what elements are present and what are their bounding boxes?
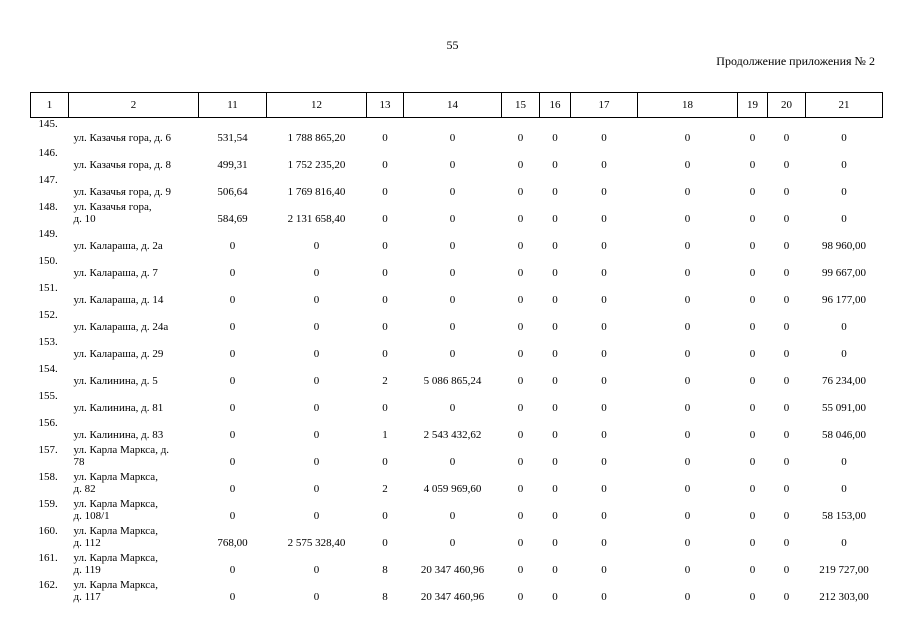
row-number: 149. [38,228,58,240]
value-cell-col-11: 584,69 [217,213,248,225]
value-cell-col-16: 0 [552,483,558,495]
value-cell-col-13: 2 [382,483,388,495]
value-cell-col-17: 0 [601,402,607,414]
row-number: 145. [38,118,58,130]
value-cell-col-15: 0 [517,375,524,387]
address-cell: ул. Калинина, д. 5 [73,375,158,387]
value-cell-col-11: 768,00 [217,537,248,549]
value-cell-col-15: 0 [517,213,524,225]
table-row [31,552,883,579]
value-cell-col-11: 0 [229,240,236,252]
address-cell: ул. Калараша, д. 14 [73,294,164,306]
value-cell-col-11: 0 [229,429,236,441]
value-cell-col-19: 0 [749,510,756,522]
value-cell-col-13: 0 [382,456,388,468]
value-cell-col-16: 0 [552,132,558,144]
value-cell-col-16: 0 [552,348,558,360]
value-cell-col-21: 96 177,00 [822,294,866,306]
column-header-12: 12 [267,93,367,118]
value-cell-col-13: 0 [382,132,388,144]
value-cell-col-17: 0 [601,321,607,333]
value-cell-col-21: 0 [841,159,847,171]
row-number: 153. [38,336,58,348]
row-number: 159. [38,498,58,510]
value-cell-col-13: 0 [382,240,388,252]
column-header-21: 21 [806,93,883,118]
value-cell-col-12: 1 769 816,40 [287,186,346,198]
address-cell: ул. Казачья гора, д. 6 [73,132,171,144]
value-cell-col-15: 0 [517,186,524,198]
header-row [31,93,883,118]
table-row [31,525,883,552]
value-cell-col-18: 0 [684,213,691,225]
value-cell-col-14: 0 [449,456,456,468]
value-cell-col-18: 0 [684,159,691,171]
value-cell-col-18: 0 [684,132,691,144]
address-cell: ул. Калинина, д. 81 [73,402,164,414]
column-header-2: 2 [69,93,199,118]
value-cell-col-12: 1 788 865,20 [287,132,346,144]
value-cell-col-19: 0 [749,402,756,414]
value-cell-col-20: 0 [783,132,790,144]
row-number: 150. [38,255,58,267]
value-cell-col-21: 99 667,00 [822,267,866,279]
value-cell-col-11: 0 [229,294,236,306]
value-cell-col-13: 0 [382,159,388,171]
column-header-15: 15 [502,93,540,118]
value-cell-col-16: 0 [552,294,558,306]
table-row [31,390,883,417]
value-cell-col-12: 0 [313,429,320,441]
value-cell-col-12: 2 575 328,40 [287,537,346,549]
value-cell-col-15: 0 [517,483,524,495]
table-row [31,201,883,228]
row-number: 146. [38,147,58,159]
value-cell-col-14: 0 [449,402,456,414]
value-cell-col-14: 0 [449,213,456,225]
value-cell-col-14: 20 347 460,96 [420,564,485,576]
value-cell-col-16: 0 [552,429,558,441]
value-cell-col-11: 0 [229,321,236,333]
value-cell-col-16: 0 [552,591,558,603]
table-row [31,174,883,201]
value-cell-col-20: 0 [783,267,790,279]
value-cell-col-17: 0 [601,591,607,603]
value-cell-col-20: 0 [783,429,790,441]
value-cell-col-19: 0 [749,267,756,279]
address-cell: ул. Калараша, д. 7 [73,267,158,279]
value-cell-col-15: 0 [517,294,524,306]
value-cell-col-17: 0 [601,294,607,306]
value-cell-col-12: 2 131 658,40 [287,213,346,225]
value-cell-col-21: 58 046,00 [822,429,866,441]
value-cell-col-14: 0 [449,348,456,360]
table-row [31,255,883,282]
table-row [31,417,883,444]
value-cell-col-18: 0 [684,294,691,306]
value-cell-col-21: 219 727,00 [819,564,869,576]
value-cell-col-15: 0 [517,267,524,279]
value-cell-col-14: 2 543 432,62 [423,429,482,441]
column-header-16: 16 [540,93,571,118]
value-cell-col-15: 0 [517,348,524,360]
value-cell-col-12: 0 [313,591,320,603]
value-cell-col-16: 0 [552,213,558,225]
value-cell-col-17: 0 [601,186,607,198]
value-cell-col-21: 0 [841,321,847,333]
table-row [31,228,883,255]
value-cell-col-11: 531,54 [217,132,248,144]
value-cell-col-13: 8 [382,564,388,576]
value-cell-col-16: 0 [552,186,558,198]
value-cell-col-18: 0 [684,429,691,441]
value-cell-col-15: 0 [517,456,524,468]
value-cell-col-15: 0 [517,240,524,252]
value-cell-col-13: 0 [382,537,388,549]
value-cell-col-11: 0 [229,456,236,468]
value-cell-col-18: 0 [684,510,691,522]
value-cell-col-11: 0 [229,348,236,360]
row-number: 158. [38,471,58,483]
value-cell-col-14: 0 [449,294,456,306]
value-cell-col-17: 0 [601,510,607,522]
value-cell-col-15: 0 [517,402,524,414]
address-cell: ул. Карла Маркса, д. 117 [73,579,158,603]
value-cell-col-20: 0 [783,564,790,576]
value-cell-col-20: 0 [783,348,790,360]
value-cell-col-21: 0 [841,348,847,360]
value-cell-col-19: 0 [749,240,756,252]
value-cell-col-21: 212 303,00 [819,591,869,603]
value-cell-col-21: 0 [841,213,847,225]
value-cell-col-19: 0 [749,186,756,198]
value-cell-col-18: 0 [684,375,691,387]
value-cell-col-16: 0 [552,564,558,576]
value-cell-col-14: 0 [449,267,456,279]
value-cell-col-21: 0 [841,186,847,198]
row-number: 156. [38,417,58,429]
value-cell-col-12: 0 [313,267,320,279]
value-cell-col-14: 0 [449,186,456,198]
value-cell-col-19: 0 [749,348,756,360]
value-cell-col-14: 0 [449,321,456,333]
address-cell: ул. Карла Маркса, д. 82 [73,471,158,495]
value-cell-col-20: 0 [783,294,790,306]
value-cell-col-14: 5 086 865,24 [423,375,482,387]
value-cell-col-13: 0 [382,213,388,225]
value-cell-col-16: 0 [552,267,558,279]
value-cell-col-21: 58 153,00 [822,510,866,522]
value-cell-col-17: 0 [601,240,607,252]
value-cell-col-21: 98 960,00 [822,240,866,252]
value-cell-col-17: 0 [601,429,607,441]
value-cell-col-17: 0 [601,537,607,549]
continuation-note: Продолжение приложения № 2 [716,54,875,68]
address-cell: ул. Калинина, д. 83 [73,429,164,441]
value-cell-col-19: 0 [749,294,756,306]
value-cell-col-11: 499,31 [217,159,248,171]
value-cell-col-12: 0 [313,564,320,576]
value-cell-col-16: 0 [552,321,558,333]
value-cell-col-15: 0 [517,159,524,171]
row-number: 147. [38,174,58,186]
value-cell-col-13: 0 [382,402,388,414]
value-cell-col-18: 0 [684,564,691,576]
value-cell-col-14: 0 [449,159,456,171]
value-cell-col-20: 0 [783,456,790,468]
value-cell-col-17: 0 [601,132,607,144]
column-header-20: 20 [768,93,806,118]
value-cell-col-13: 0 [382,321,388,333]
value-cell-col-12: 0 [313,348,320,360]
value-cell-col-13: 0 [382,267,388,279]
value-cell-col-15: 0 [517,537,524,549]
value-cell-col-16: 0 [552,375,558,387]
table-row [31,282,883,309]
value-cell-col-16: 0 [552,537,558,549]
value-cell-col-20: 0 [783,510,790,522]
row-number: 148. [38,201,58,213]
table-row [31,118,883,148]
value-cell-col-17: 0 [601,159,607,171]
row-number: 162. [38,579,58,591]
value-cell-col-11: 506,64 [217,186,248,198]
value-cell-col-13: 0 [382,186,388,198]
column-header-19: 19 [738,93,768,118]
value-cell-col-20: 0 [783,321,790,333]
table-body [31,118,883,607]
value-cell-col-20: 0 [783,402,790,414]
value-cell-col-12: 0 [313,510,320,522]
value-cell-col-19: 0 [749,591,756,603]
value-cell-col-19: 0 [749,375,756,387]
table-row [31,498,883,525]
table-row [31,444,883,471]
table-row [31,336,883,363]
address-cell: ул. Карла Маркса, д. 112 [73,525,158,549]
value-cell-col-17: 0 [601,483,607,495]
value-cell-col-19: 0 [749,213,756,225]
value-cell-col-20: 0 [783,186,790,198]
value-cell-col-19: 0 [749,429,756,441]
value-cell-col-20: 0 [783,159,790,171]
value-cell-col-20: 0 [783,375,790,387]
value-cell-col-15: 0 [517,591,524,603]
address-cell: ул. Казачья гора, д. 10 [73,201,152,225]
value-cell-col-11: 0 [229,267,236,279]
address-cell: ул. Карла Маркса, д. 78 [73,444,170,468]
value-cell-col-13: 2 [382,375,388,387]
column-header-1: 1 [31,93,69,118]
row-number: 155. [38,390,58,402]
value-cell-col-15: 0 [517,429,524,441]
value-cell-col-17: 0 [601,456,607,468]
appendix-table [30,92,883,606]
value-cell-col-20: 0 [783,591,790,603]
value-cell-col-18: 0 [684,402,691,414]
value-cell-col-21: 0 [841,456,847,468]
value-cell-col-19: 0 [749,132,756,144]
row-number: 154. [38,363,58,375]
column-header-11: 11 [199,93,267,118]
row-number: 160. [38,525,58,537]
value-cell-col-13: 8 [382,591,388,603]
table-row [31,147,883,174]
value-cell-col-12: 0 [313,294,320,306]
value-cell-col-13: 0 [382,294,388,306]
table-row [31,363,883,390]
value-cell-col-14: 0 [449,132,456,144]
value-cell-col-12: 0 [313,321,320,333]
value-cell-col-12: 0 [313,456,320,468]
value-cell-col-12: 0 [313,402,320,414]
value-cell-col-17: 0 [601,213,607,225]
value-cell-col-16: 0 [552,240,558,252]
value-cell-col-18: 0 [684,456,691,468]
value-cell-col-12: 0 [313,483,320,495]
value-cell-col-11: 0 [229,591,236,603]
value-cell-col-18: 0 [684,240,691,252]
value-cell-col-11: 0 [229,510,236,522]
address-cell: ул. Калараша, д. 2а [73,240,163,252]
value-cell-col-17: 0 [601,564,607,576]
value-cell-col-18: 0 [684,267,691,279]
value-cell-col-19: 0 [749,483,756,495]
value-cell-col-19: 0 [749,321,756,333]
row-number: 161. [38,552,58,564]
page-number: 55 [446,38,459,52]
value-cell-col-16: 0 [552,510,558,522]
column-header-14: 14 [404,93,502,118]
value-cell-col-14: 0 [449,240,456,252]
address-cell: ул. Калараша, д. 24а [73,321,169,333]
value-cell-col-18: 0 [684,483,691,495]
value-cell-col-15: 0 [517,564,524,576]
value-cell-col-15: 0 [517,510,524,522]
column-header-13: 13 [367,93,404,118]
value-cell-col-11: 0 [229,483,236,495]
row-number: 152. [38,309,58,321]
value-cell-col-17: 0 [601,267,607,279]
address-cell: ул. Карла Маркса, д. 119 [73,552,158,576]
value-cell-col-16: 0 [552,402,558,414]
value-cell-col-18: 0 [684,348,691,360]
value-cell-col-13: 0 [382,348,388,360]
value-cell-col-18: 0 [684,591,691,603]
value-cell-col-11: 0 [229,375,236,387]
value-cell-col-16: 0 [552,456,558,468]
value-cell-col-20: 0 [783,240,790,252]
value-cell-col-21: 0 [841,537,847,549]
column-header-17: 17 [571,93,638,118]
value-cell-col-15: 0 [517,132,524,144]
value-cell-col-11: 0 [229,402,236,414]
value-cell-col-13: 0 [382,510,388,522]
value-cell-col-20: 0 [783,483,790,495]
value-cell-col-20: 0 [783,537,790,549]
value-cell-col-19: 0 [749,456,756,468]
value-cell-col-18: 0 [684,321,691,333]
value-cell-col-14: 0 [449,510,456,522]
value-cell-col-19: 0 [749,159,756,171]
address-cell: ул. Казачья гора, д. 9 [73,186,171,198]
address-cell: ул. Казачья гора, д. 8 [73,159,171,171]
value-cell-col-12: 0 [313,240,320,252]
value-cell-col-12: 1 752 235,20 [287,159,346,171]
column-header-18: 18 [638,93,738,118]
value-cell-col-17: 0 [601,375,607,387]
value-cell-col-21: 0 [841,483,847,495]
table-row [31,309,883,336]
table-row [31,471,883,498]
address-cell: ул. Калараша, д. 29 [73,348,164,360]
value-cell-col-20: 0 [783,213,790,225]
value-cell-col-15: 0 [517,321,524,333]
value-cell-col-21: 76 234,00 [822,375,866,387]
value-cell-col-17: 0 [601,348,607,360]
table-row [31,579,883,606]
value-cell-col-14: 20 347 460,96 [420,591,485,603]
value-cell-col-13: 1 [382,429,388,441]
value-cell-col-21: 55 091,00 [822,402,866,414]
value-cell-col-11: 0 [229,564,236,576]
value-cell-col-21: 0 [841,132,847,144]
value-cell-col-14: 4 059 969,60 [423,483,482,495]
value-cell-col-19: 0 [749,537,756,549]
value-cell-col-18: 0 [684,186,691,198]
value-cell-col-19: 0 [749,564,756,576]
row-number: 157. [38,444,58,456]
value-cell-col-16: 0 [552,159,558,171]
value-cell-col-14: 0 [449,537,456,549]
value-cell-col-18: 0 [684,537,691,549]
value-cell-col-12: 0 [313,375,320,387]
address-cell: ул. Карла Маркса, д. 108/1 [73,498,158,522]
row-number: 151. [38,282,58,294]
